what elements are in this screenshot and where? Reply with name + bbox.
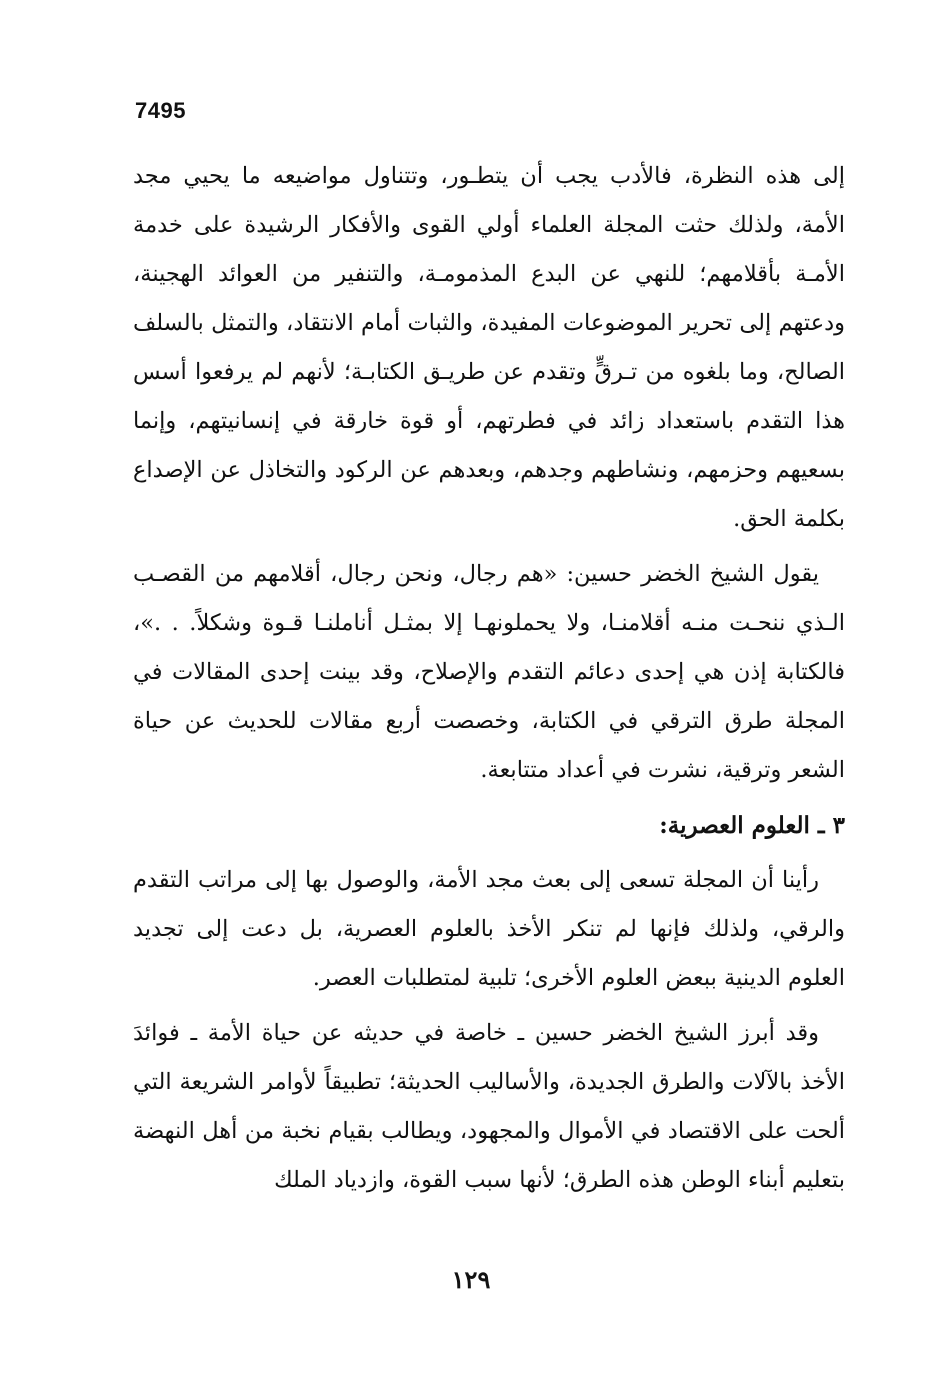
paragraph: يقول الشيخ الخضر حسين: «هم رجال، ونحن رجال، أقلامهم من القصـب الـذي ننحـت منـه أقلامنـا، ولا يحملونهـا إلا بمثـل أناملنـا قـوة وشكلاً. . .»، فالكتابة إذن هي إحدى دعائم التقدم والإصلاح، وقد بينت إحدى المقالات في المجلة طرق الترقي في الكتابة، وخصصت أربع مقالات للحديث عن حياة الشعر وترقية، نشرت في أعداد متتابعة.	[133, 561, 845, 783]
section-heading: ٣ ـ العلوم العصرية:	[659, 812, 845, 839]
bottom-page-number: ١٢٩	[451, 1265, 491, 1294]
body-text	[133, 152, 845, 1211]
paragraph: إلى هذه النظرة، فالأدب يجب أن يتطـور، وتتناول مواضيعه ما يحيي مجد الأمة، ولذلك حثت المجلة العلماء أولي القوى والأفكار الرشيدة على خدمة الأمـة بأقلامهم؛ للنهي عن البدع المذمومـة، والتنفير من العوائد الهجينة، ودعتهم إلى تحرير الموضوعات المفيدة، والثبات أمام الانتقاد، والتمثل بالسلف الصالح، وما بلغوه من تـرقٍّ وتقدم عن طريـق الكتابـة؛ لأنهم لم يرفعوا أسس هذا التقدم باستعداد زائد في فطرتهم، أو قوة خارقة في إنسانيتهم، وإنما بسعيهم وحزمهم، ونشاطهم وجدهم، وبعدهم عن الركود والتخاذل عن الإصداع بكلمة الحق.	[133, 163, 845, 532]
paragraph: وقد أبرز الشيخ الخضر حسين ـ خاصة في حديثه عن حياة الأمة ـ فوائدَ الأخذ بالآلات والطرق الجديدة، والأساليب الحديثة؛ تطبيقاً لأوامر الشريعة التي ألحت على الاقتصاد في الأموال والمجهود، ويطالب بقيام نخبة من أهل النهضة بتعليم أبناء الوطن هذه الطرق؛ لأنها سبب القوة، وازدياد الملك	[133, 1020, 845, 1193]
top-page-number: 7495	[135, 98, 186, 123]
paragraph: رأينا أن المجلة تسعى إلى بعث مجد الأمة، والوصول بها إلى مراتب التقدم والرقي، ولذلك فإنها لم تنكر الأخذ بالعلوم العصرية، بل دعت إلى تجديد العلوم الدينية ببعض العلوم الأخرى؛ تلبية لمتطلبات العصر.	[133, 867, 845, 991]
